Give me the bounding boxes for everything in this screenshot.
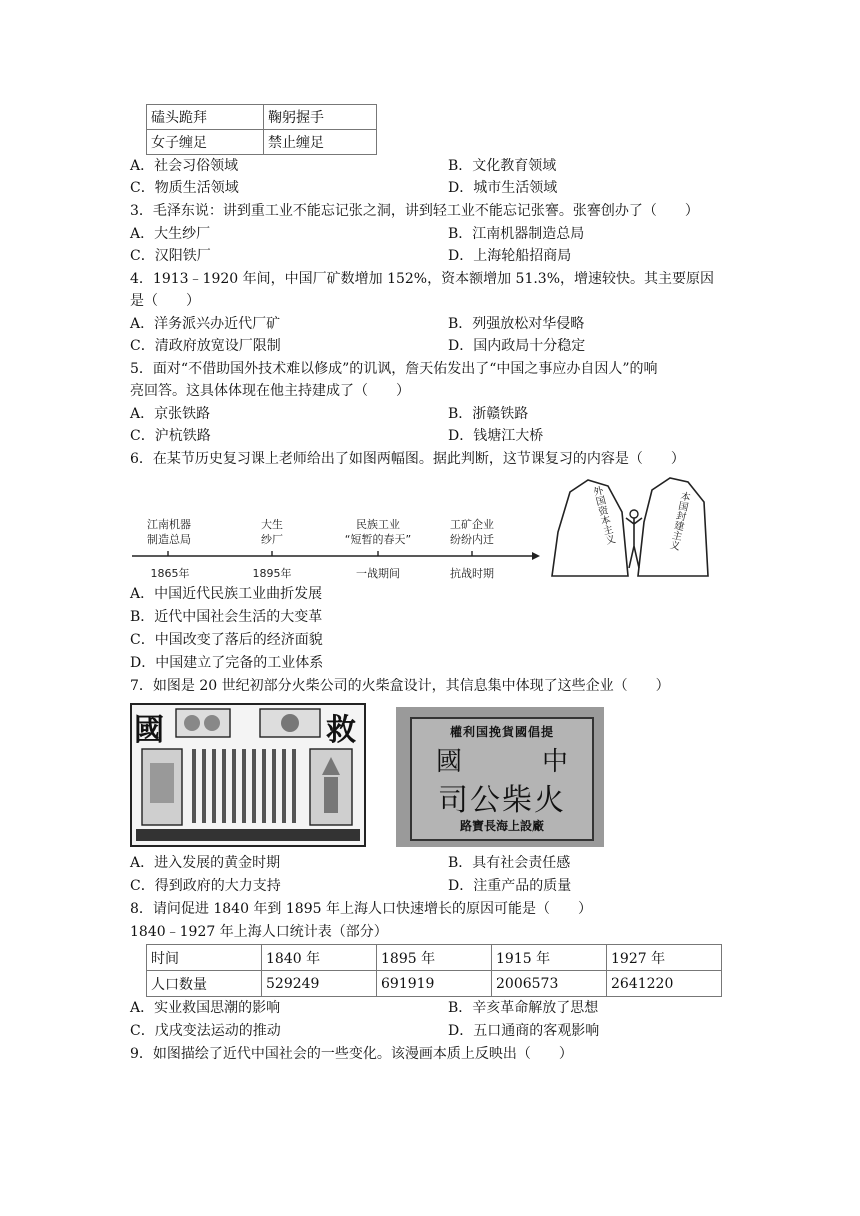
matchbox-ad-image-1: [130, 703, 366, 847]
q9-stem: 9．如图描绘了近代中国社会的一些变化。该漫画本质上反映出（ ）: [130, 1046, 573, 1062]
customs-table: [146, 104, 377, 155]
q6-option-a: A．中国近代民族工业曲折发展: [130, 586, 323, 602]
q2-option-d: D．城市生活领域: [448, 180, 558, 196]
q5-option-a: A．京张铁路: [130, 406, 211, 422]
q2-option-c: C．物质生活领域: [130, 180, 239, 196]
q5-stem-line2: 亮回答。这具体体现在他主持建成了（ ）: [130, 383, 410, 399]
q2-option-a: A．社会习俗领域: [130, 158, 239, 174]
table-row: [147, 971, 722, 997]
timeline-label-4: 抗战时期: [450, 567, 494, 580]
table-cell: 691919: [377, 971, 492, 997]
table-row: [147, 945, 722, 971]
q4-stem-line1: 4．1913﹣1920 年间，中国厂矿数增加 152%，资本额增加 51.3%，增速较快。其主要原因: [130, 271, 715, 287]
q6-option-c: C．中国改变了落后的经济面貌: [130, 632, 323, 648]
q7-option-b: B．具有社会责任感: [448, 855, 571, 871]
ad1-illustration: [132, 705, 364, 845]
q6-option-d: D．中国建立了完备的工业体系: [130, 655, 324, 671]
q2-option-b: B．文化教育领域: [448, 158, 557, 174]
table-header-cell: 1915 年: [492, 945, 607, 971]
q3-option-c: C．汉阳铁厂: [130, 248, 211, 264]
q5-option-b: B．浙赣铁路: [448, 406, 529, 422]
q6-option-b: B．近代中国社会生活的大变革: [130, 609, 323, 625]
q7-option-d: D．注重产品的质量: [448, 878, 572, 894]
timeline-event-3: 民族工业 “短暂的春天”: [344, 518, 412, 546]
q7-option-c: C．得到政府的大力支持: [130, 878, 281, 894]
q8-option-c: C．戊戌变法运动的推动: [130, 1023, 281, 1039]
q7-option-a: A．进入发展的黄金时期: [130, 855, 281, 871]
label2-char-right: 中: [542, 747, 569, 777]
q4-option-b: B．列强放松对华侵略: [448, 316, 585, 332]
table-header-cell: 1895 年: [377, 945, 492, 971]
timeline-label-3: 一战期间: [356, 567, 400, 580]
q8-option-a: A．实业救国思潮的影响: [130, 1000, 281, 1016]
q3-option-d: D．上海轮船招商局: [448, 248, 572, 264]
table-row: [147, 130, 377, 155]
timeline-event-2: 大生 纱厂: [261, 518, 283, 546]
ad1-right-char: 救: [326, 713, 356, 748]
q6-stem: 6．在某节历史复习课上老师给出了如图两幅图。据此判断，这节课复习的内容是（ ）: [130, 451, 685, 467]
q3-option-b: B．江南机器制造总局: [448, 226, 585, 242]
q5-stem-line1: 5．面对“不借助国外技术难以修成”的讥讽，詹天佑发出了“中国之事应办自因人”的响: [130, 361, 658, 377]
q4-stem-line2: 是（ ）: [130, 293, 200, 309]
q7-stem: 7．如图是 20 世纪初部分火柴公司的火柴盒设计，其信息集中体现了这些企业（ ）: [130, 678, 670, 694]
timeline-event-1: 江南机器 制造总局: [147, 518, 191, 546]
table-cell: 人口数量: [147, 971, 262, 997]
table-cell: 女子缠足: [147, 130, 264, 155]
label2-company-name: 司公柴火: [438, 783, 566, 818]
label2-bottom-text: 路寶長海上設廠: [459, 819, 544, 833]
table-cell: 2641220: [607, 971, 722, 997]
q5-option-c: C．沪杭铁路: [130, 428, 211, 444]
timeline-event-4: 工矿企业 纷纷内迁: [450, 518, 494, 546]
table-cell: 磕头跪拜: [147, 105, 264, 130]
table-cell: 529249: [262, 971, 377, 997]
q4-option-c: C．清政府放宽设厂限制: [130, 338, 281, 354]
table-header-cell: 1840 年: [262, 945, 377, 971]
q4-option-a: A．洋务派兴办近代厂矿: [130, 316, 281, 332]
q5-option-d: D．钱塘江大桥: [448, 428, 544, 444]
q3-option-a: A．大生纱厂: [130, 226, 211, 242]
table-row: [147, 105, 377, 130]
table-header-cell: 时间: [147, 945, 262, 971]
cartoon-left-label: 外国资本主义: [589, 485, 616, 547]
q8-stem: 8．请问促进 1840 年到 1895 年上海人口快速增长的原因可能是（ ）: [130, 901, 592, 917]
q8-option-b: B．辛亥革命解放了思想: [448, 1000, 599, 1016]
timeline-label-1: 1865年: [150, 567, 190, 580]
table-cell: 2006573: [492, 971, 607, 997]
q4-option-d: D．国内政局十分稳定: [448, 338, 586, 354]
two-mountains-cartoon: [548, 472, 712, 578]
mountains-drawing: [548, 472, 712, 578]
q8-table-title: 1840﹣1927 年上海人口统计表（部分）: [130, 924, 388, 940]
timeline-figure: [128, 505, 543, 585]
table-header-cell: 1927 年: [607, 945, 722, 971]
table-cell: 鞠躬握手: [264, 105, 377, 130]
cartoon-right-label: 本国封建主义: [666, 489, 691, 551]
timeline-label-2: 1895年: [252, 567, 292, 580]
label2-top-text: 權利国挽貨國倡提: [449, 725, 554, 739]
population-table: [146, 944, 722, 997]
q8-option-d: D．五口通商的客观影响: [448, 1023, 600, 1039]
table-cell: 禁止缠足: [264, 130, 377, 155]
q3-stem: 3．毛泽东说：讲到重工业不能忘记张之洞，讲到轻工业不能忘记张謇。张謇创办了（ ）: [130, 203, 699, 219]
label2-char-left: 國: [436, 747, 463, 777]
matchbox-label-image-2: [396, 707, 604, 847]
ad1-left-char: 國: [134, 713, 164, 748]
